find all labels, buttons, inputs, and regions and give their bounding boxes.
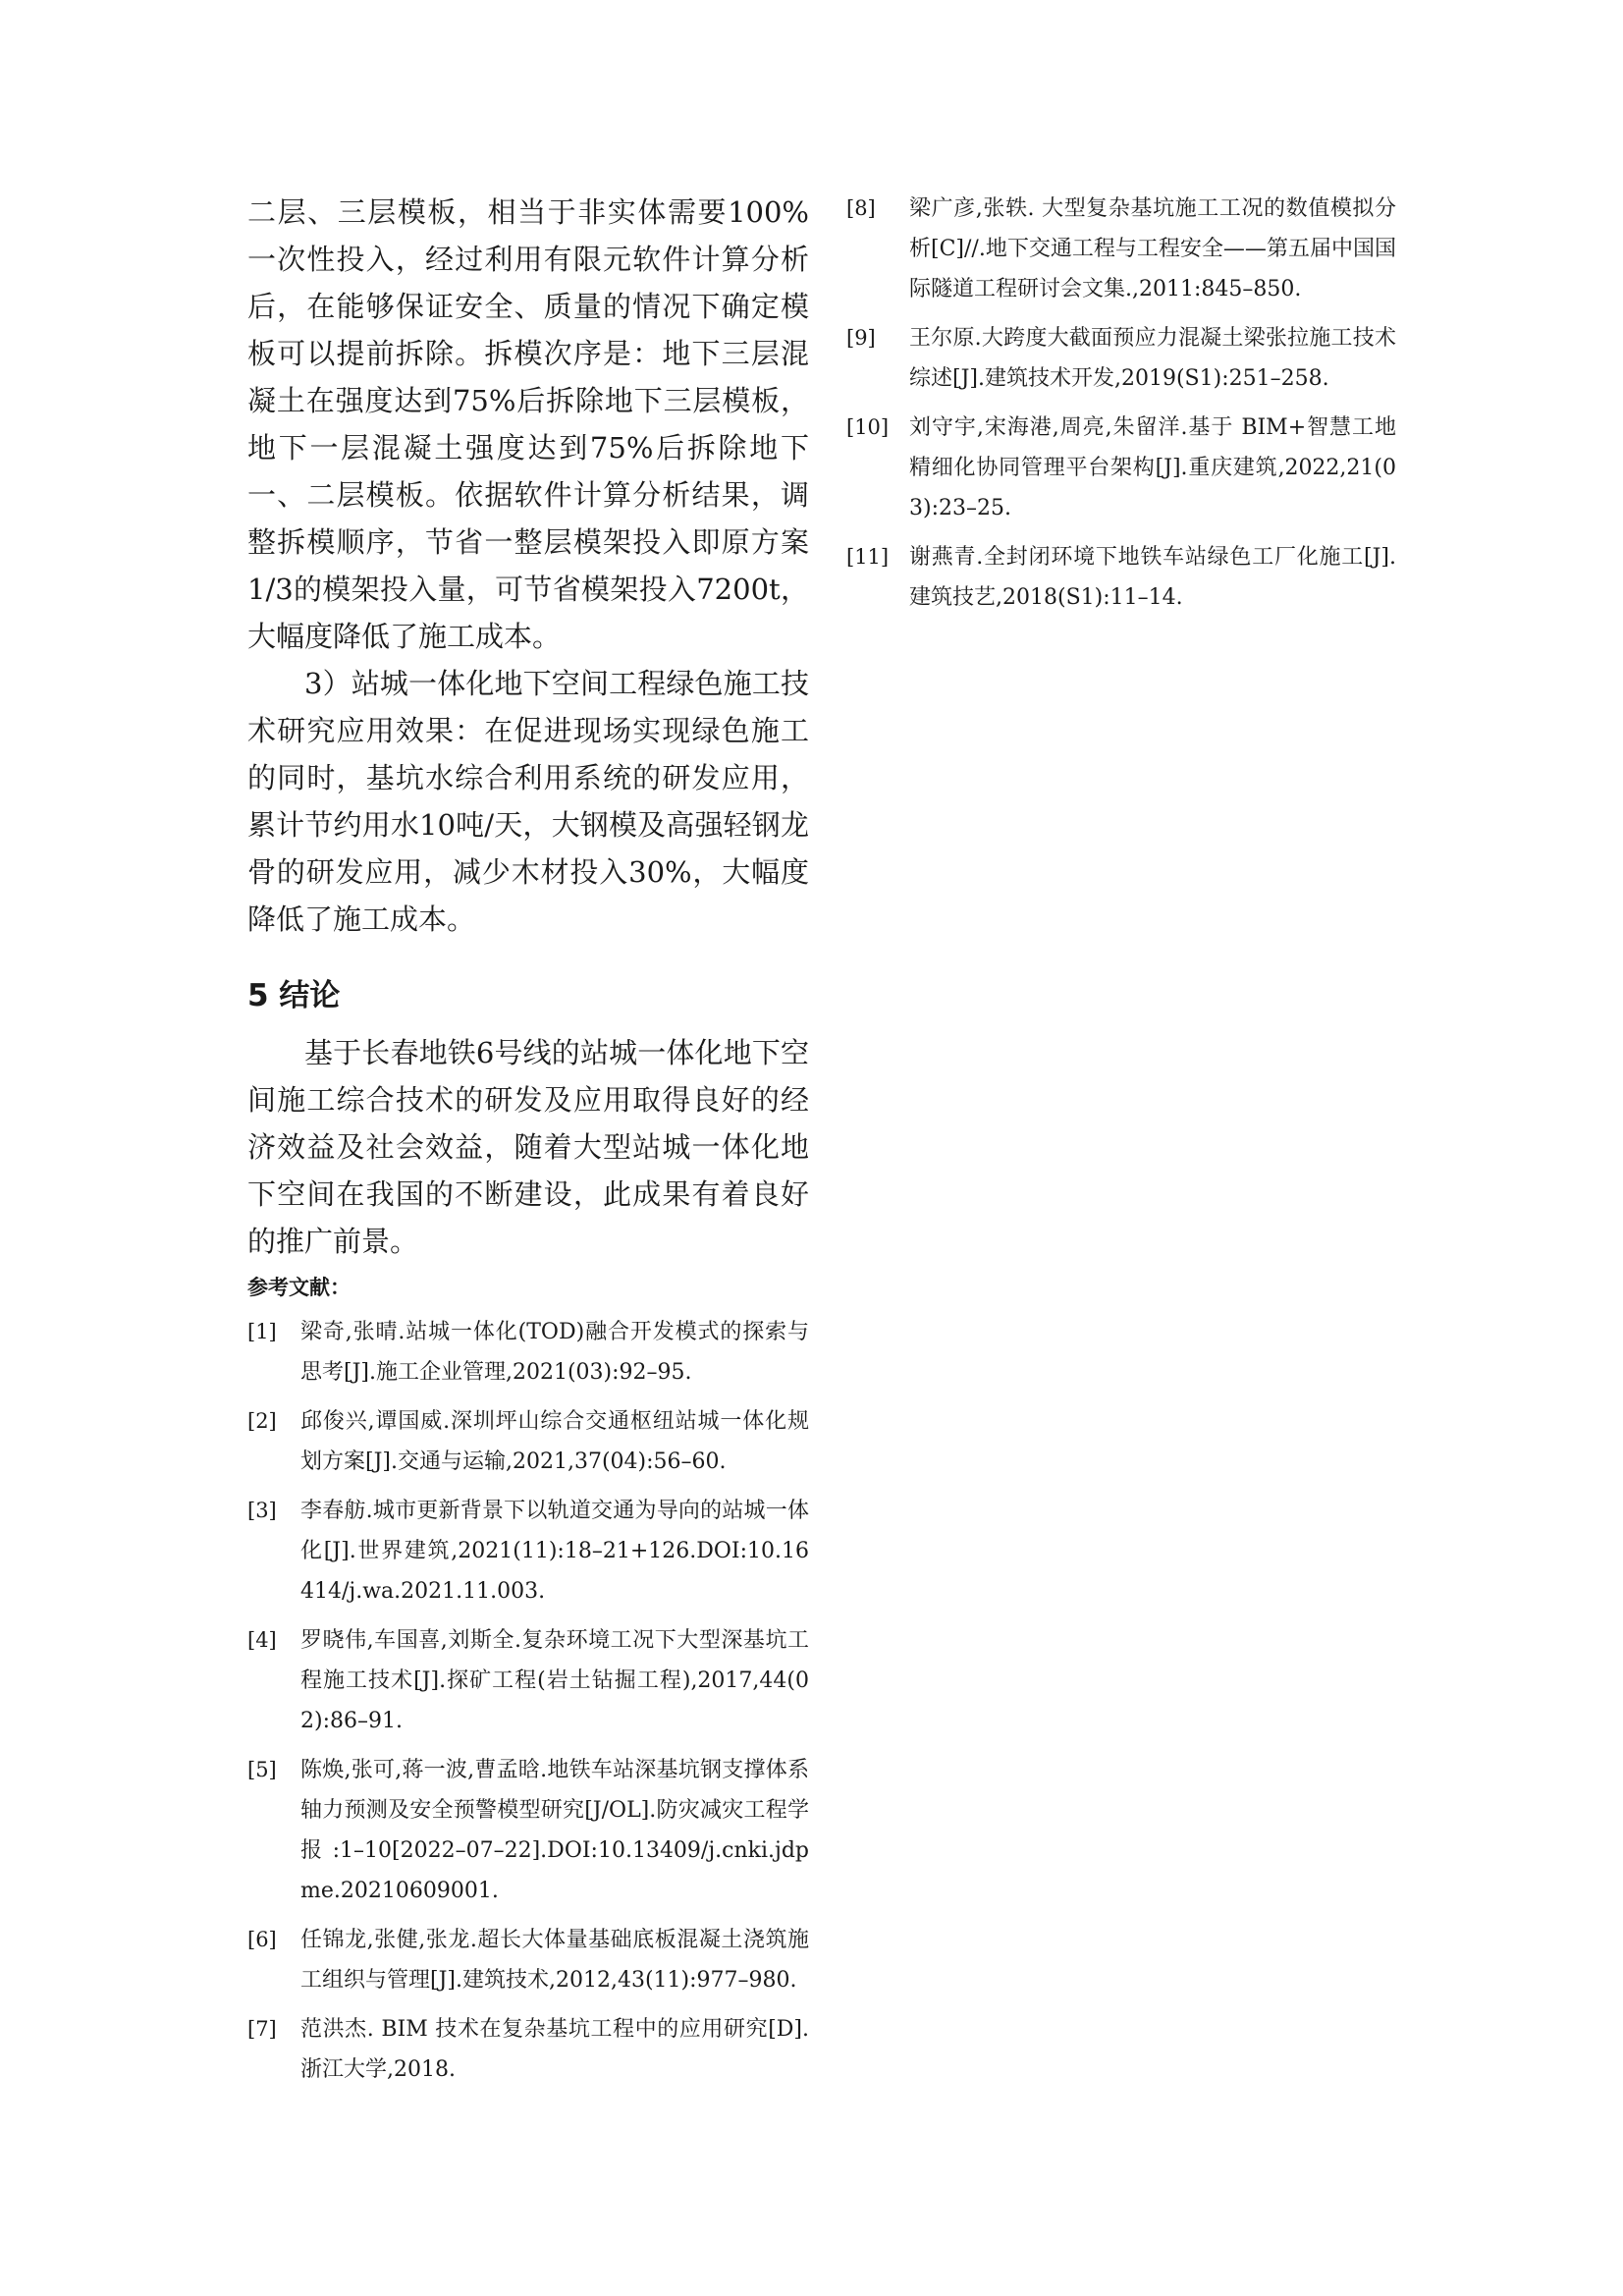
reference-number: [10] — [846, 415, 890, 439]
reference-number: [1] — [247, 1320, 277, 1343]
reference-item — [247, 1312, 809, 1393]
reference-list-right — [846, 189, 1396, 618]
reference-text: 范洪杰. BIM 技术在复杂基坑工程中的应用研究[D].浙江大学,2018. — [300, 2017, 809, 2082]
reference-number: [9] — [846, 326, 876, 350]
reference-item — [247, 1620, 809, 1741]
reference-text: 任锦龙,张健,张龙.超长大体量基础底板混凝土浇筑施工组织与管理[J].建筑技术,2012,43(11):977–980. — [300, 1928, 809, 1993]
reference-text: 刘守宇,宋海港,周亮,朱留洋.基于 BIM+智慧工地精细化协同管理平台架构[J].重庆建筑,2022,21(03):23–25. — [909, 415, 1396, 520]
reference-number: [6] — [247, 1928, 277, 1951]
reference-item — [247, 1920, 809, 2000]
right-column — [846, 189, 1396, 627]
reference-list-left — [247, 1312, 809, 2090]
reference-number: [5] — [247, 1758, 277, 1781]
reference-text: 邱俊兴,谭国威.深圳坪山综合交通枢纽站城一体化规划方案[J].交通与运输,2021,37(04):56–60. — [300, 1409, 809, 1474]
reference-text: 谢燕青.全封闭环境下地铁车站绿色工厂化施工[J].建筑技艺,2018(S1):11–14. — [909, 545, 1396, 610]
reference-number: [2] — [247, 1409, 277, 1433]
reference-text: 王尔原.大跨度大截面预应力混凝土梁张拉施工技术综述[J].建筑技术开发,2019(S1):251–258. — [909, 326, 1396, 391]
reference-item — [846, 537, 1396, 618]
reference-item — [846, 408, 1396, 528]
body-paragraph-continued: 二层、三层模板，相当于非实体需要100%一次性投入，经过利用有限元软件计算分析后，在能够保证安全、质量的情况下确定模板可以提前拆除。拆模次序是：地下三层混凝土在强度达到75%后拆除地下三层模板，地下一层混凝土强度达到75%后拆除地下一、二层模板。依据软件计算分析结果，调整拆模顺序，节省一整层模架投入即原方案1/3的模架投入量，可节省模架投入7200t，大幅度降低了施工成本。 — [247, 195, 809, 653]
reference-text: 陈焕,张可,蒋一波,曹孟晗.地铁车站深基坑钢支撑体系轴力预测及安全预警模型研究[J/OL].防灾减灾工程学报:1–10[2022–07–22].DOI:10.13409/j.cnki.jdpme.20210609001. — [300, 1758, 809, 1903]
reference-item — [247, 1401, 809, 1482]
reference-item — [247, 1750, 809, 1911]
reference-number: [4] — [247, 1628, 277, 1652]
reference-number: [7] — [247, 2017, 277, 2041]
reference-text: 李春舫.城市更新背景下以轨道交通为导向的站城一体化[J].世界建筑,2021(11):18–21+126.DOI:10.16414/j.wa.2021.11.003. — [300, 1499, 809, 1604]
left-column — [247, 189, 809, 2099]
references-heading: 参考文献： — [247, 1276, 351, 1299]
reference-text: 罗晓伟,车国喜,刘斯全.复杂环境工况下大型深基坑工程施工技术[J].探矿工程(岩土钻掘工程),2017,44(02):86–91. — [300, 1628, 809, 1733]
reference-text: 梁广彦,张轶. 大型复杂基坑施工工况的数值模拟分析[C]//.地下交通工程与工程安全——第五届中国国际隧道工程研讨会文集.,2011:845–850. — [909, 196, 1396, 301]
reference-number: [8] — [846, 196, 876, 220]
reference-item — [846, 189, 1396, 309]
reference-text: 梁奇,张晴.站城一体化(TOD)融合开发模式的探索与思考[J].施工企业管理,2021(03):92–95. — [300, 1320, 809, 1385]
section-heading-conclusion: 5 结论 — [247, 978, 341, 1013]
reference-number: [11] — [846, 545, 890, 569]
body-paragraph-green-construction: 3）站城一体化地下空间工程绿色施工技术研究应用效果：在促进现场实现绿色施工的同时，基坑水综合利用系统的研发应用，累计节约用水10吨/天，大钢模及高强轻钢龙骨的研发应用，减少木材投入30%，大幅度降低了施工成本。 — [247, 667, 809, 936]
reference-item — [247, 2009, 809, 2090]
conclusion-paragraph: 基于长春地铁6号线的站城一体化地下空间施工综合技术的研发及应用取得良好的经济效益及社会效益，随着大型站城一体化地下空间在我国的不断建设，此成果有着良好的推广前景。 — [247, 1036, 809, 1258]
reference-number: [3] — [247, 1499, 277, 1522]
reference-item — [846, 318, 1396, 399]
reference-item — [247, 1491, 809, 1612]
